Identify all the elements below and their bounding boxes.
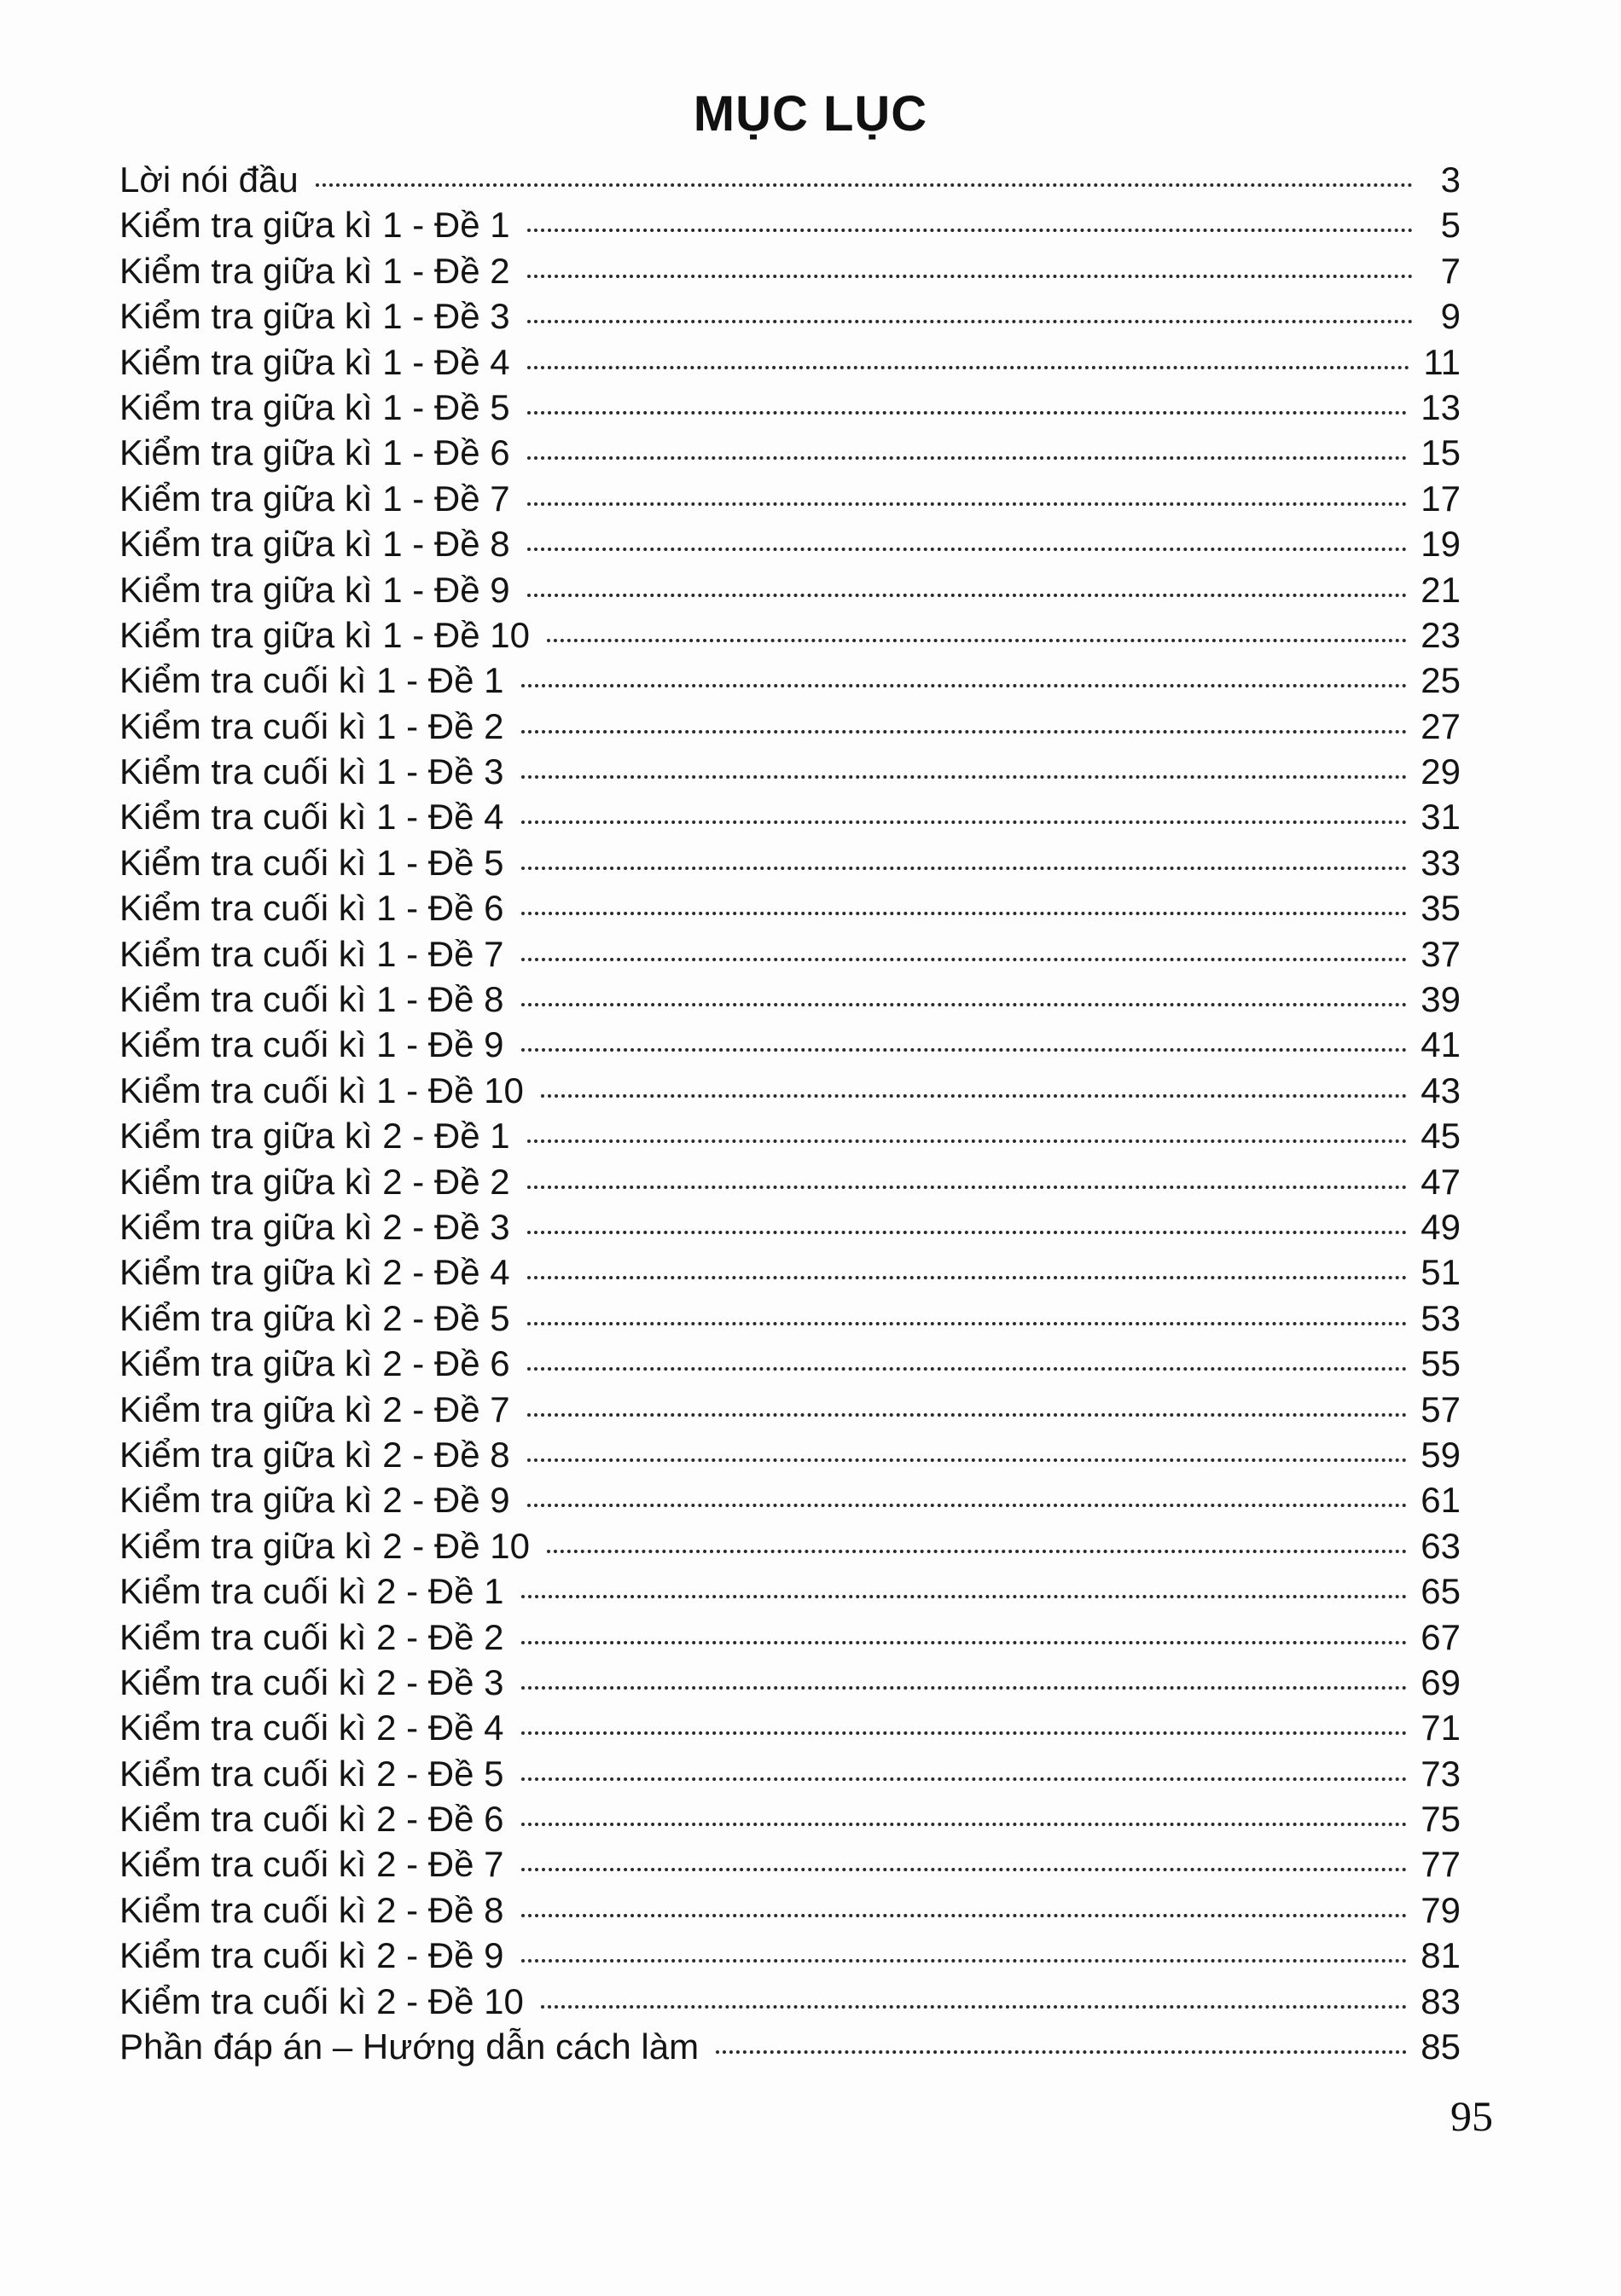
toc-entry-page: 71: [1421, 1708, 1461, 1748]
dot-leader: [521, 1641, 1408, 1644]
dot-leader: [527, 229, 1413, 232]
toc-entry-page: 45: [1421, 1116, 1461, 1157]
toc-entry: [119, 1979, 1461, 2024]
toc-entry: [119, 1796, 1461, 1841]
dot-leader: [521, 730, 1408, 733]
toc-entry-label: Kiểm tra giữa kì 2 - Đề 4: [119, 1252, 510, 1293]
toc-entry-page: 25: [1421, 660, 1461, 701]
dot-leader: [716, 2050, 1407, 2054]
page-number: 95: [1450, 2092, 1493, 2140]
toc-entry-label: Kiểm tra cuối kì 2 - Đề 2: [119, 1616, 504, 1657]
dot-leader: [527, 366, 1410, 369]
toc-entry: [119, 1933, 1461, 1978]
toc-entry: [119, 612, 1461, 658]
toc-entry: [119, 1477, 1461, 1522]
toc-entry: [119, 248, 1461, 293]
toc-entry: [119, 1751, 1461, 1796]
toc-entry-label: Kiểm tra cuối kì 2 - Đề 9: [119, 1935, 504, 1976]
toc-entry-label: Kiểm tra giữa kì 1 - Đề 8: [119, 524, 510, 565]
toc-entry-label: Kiểm tra giữa kì 1 - Đề 9: [119, 569, 510, 610]
toc-entry: [119, 1159, 1461, 1204]
toc-entry-page: 33: [1421, 842, 1461, 883]
toc-entry-page: 37: [1421, 933, 1461, 974]
toc-entry: [119, 794, 1461, 839]
toc-entry-label: Phần đáp án – Hướng dẫn cách làm: [119, 2026, 700, 2067]
toc-entry-page: 3: [1440, 159, 1461, 200]
dot-leader: [521, 1914, 1408, 1917]
toc-entry-page: 63: [1421, 1525, 1461, 1566]
toc-entry-label: Kiểm tra cuối kì 2 - Đề 10: [119, 1980, 524, 2021]
toc-entry-label: Kiểm tra cuối kì 1 - Đề 9: [119, 1024, 504, 1065]
toc-entry-page: 35: [1421, 888, 1461, 929]
toc-entry-label: Kiểm tra cuối kì 1 - Đề 5: [119, 842, 504, 883]
toc-entry: [119, 1705, 1461, 1750]
toc-entry-page: 67: [1421, 1616, 1461, 1657]
toc-entry-page: 23: [1421, 614, 1461, 655]
toc-entry-page: 11: [1423, 341, 1461, 382]
toc-entry-label: Kiểm tra cuối kì 2 - Đề 5: [119, 1753, 504, 1794]
dot-leader: [527, 548, 1408, 551]
toc-entry: [119, 1022, 1461, 1067]
toc-entry-label: Kiểm tra giữa kì 2 - Đề 1: [119, 1116, 510, 1157]
toc-entry-page: 61: [1421, 1480, 1461, 1521]
dot-leader: [527, 275, 1413, 278]
dot-leader: [527, 1413, 1408, 1417]
toc-entry-page: 41: [1421, 1024, 1461, 1065]
toc-entry-page: 65: [1421, 1571, 1461, 1612]
toc-entry-page: 9: [1440, 296, 1461, 337]
toc-entry-label: Kiểm tra giữa kì 2 - Đề 9: [119, 1480, 510, 1521]
dot-leader: [521, 1959, 1408, 1963]
toc-entry-label: Kiểm tra giữa kì 1 - Đề 3: [119, 296, 510, 337]
dot-leader: [527, 411, 1408, 415]
toc-entry-label: Kiểm tra cuối kì 1 - Đề 6: [119, 888, 504, 929]
toc-entry-page: 31: [1421, 797, 1461, 838]
toc-entry-page: 19: [1421, 524, 1461, 565]
dot-leader: [547, 1550, 1407, 1553]
toc-entry-label: Kiểm tra cuối kì 1 - Đề 1: [119, 660, 504, 701]
dot-leader: [527, 1458, 1408, 1462]
dot-leader: [521, 958, 1408, 961]
dot-leader: [541, 1094, 1407, 1098]
dot-leader: [527, 1231, 1408, 1234]
toc-entry-label: Kiểm tra giữa kì 1 - Đề 1: [119, 205, 510, 246]
toc-entry-label: Kiểm tra cuối kì 1 - Đề 2: [119, 705, 504, 746]
toc-entry-label: Kiểm tra cuối kì 1 - Đề 4: [119, 797, 504, 838]
toc-entry: [119, 1113, 1461, 1158]
toc-entry-page: 21: [1421, 569, 1461, 610]
toc-entry: [119, 202, 1461, 247]
toc-entry-page: 69: [1421, 1661, 1461, 1702]
toc-entry: [119, 1387, 1461, 1432]
toc-entry-page: 15: [1421, 432, 1461, 473]
toc-entry-label: Kiểm tra cuối kì 2 - Đề 8: [119, 1889, 504, 1930]
toc-entry-label: Lời nói đầu: [119, 159, 299, 200]
toc-entry-page: 29: [1421, 751, 1461, 792]
toc-entry-page: 17: [1421, 478, 1461, 519]
toc-entry-label: Kiểm tra cuối kì 1 - Đề 8: [119, 979, 504, 1020]
dot-leader: [521, 1868, 1408, 1871]
dot-leader: [521, 1686, 1408, 1690]
dot-leader: [527, 594, 1408, 597]
toc-entry: [119, 339, 1461, 385]
toc-entry-page: 39: [1421, 979, 1461, 1020]
toc-entry-page: 81: [1421, 1935, 1461, 1976]
dot-leader: [521, 775, 1408, 779]
toc-entry-page: 79: [1421, 1889, 1461, 1930]
toc-entry-page: 57: [1421, 1389, 1461, 1429]
dot-leader: [527, 1504, 1408, 1507]
toc-entry-page: 49: [1421, 1206, 1461, 1247]
toc-entry-label: Kiểm tra cuối kì 2 - Đề 3: [119, 1661, 504, 1702]
dot-leader: [527, 1322, 1408, 1325]
dot-leader: [521, 1595, 1408, 1598]
toc-entry: [119, 1568, 1461, 1614]
toc-entry: [119, 521, 1461, 566]
dot-leader: [521, 684, 1408, 687]
table-of-contents: [119, 157, 1461, 2069]
toc-entry: [119, 1249, 1461, 1295]
dot-leader: [527, 502, 1408, 506]
toc-entry: [119, 1204, 1461, 1249]
toc-entry-label: Kiểm tra giữa kì 2 - Đề 7: [119, 1389, 510, 1429]
toc-entry-label: Kiểm tra giữa kì 1 - Đề 2: [119, 250, 510, 291]
toc-entry: [119, 704, 1461, 749]
toc-entry-label: Kiểm tra giữa kì 1 - Đề 5: [119, 386, 510, 427]
dot-leader: [527, 1276, 1408, 1279]
toc-entry-label: Kiểm tra cuối kì 2 - Đề 1: [119, 1571, 504, 1612]
toc-entry-page: 27: [1421, 705, 1461, 746]
dot-leader: [541, 2005, 1407, 2009]
toc-entry-label: Kiểm tra cuối kì 1 - Đề 10: [119, 1070, 524, 1110]
toc-entry-label: Kiểm tra giữa kì 1 - Đề 10: [119, 614, 530, 655]
toc-entry-page: 13: [1421, 386, 1461, 427]
toc-entry-label: Kiểm tra giữa kì 2 - Đề 6: [119, 1343, 510, 1384]
dot-leader: [527, 320, 1413, 323]
dot-leader: [527, 456, 1408, 460]
dot-leader: [521, 1777, 1408, 1781]
toc-entry: [119, 658, 1461, 703]
dot-leader: [547, 639, 1407, 642]
toc-entry-label: Kiểm tra giữa kì 2 - Đề 5: [119, 1297, 510, 1338]
toc-entry-page: 55: [1421, 1343, 1461, 1384]
toc-entry: [119, 1615, 1461, 1660]
toc-entry: [119, 1841, 1461, 1887]
toc-entry: [119, 931, 1461, 977]
toc-entry-page: 59: [1421, 1434, 1461, 1475]
toc-entry: [119, 885, 1461, 931]
toc-entry-label: Kiểm tra giữa kì 2 - Đề 2: [119, 1161, 510, 1202]
toc-entry-page: 83: [1421, 1980, 1461, 2021]
toc-entry: [119, 1432, 1461, 1477]
toc-entry: [119, 840, 1461, 885]
dot-leader: [521, 1823, 1408, 1826]
toc-entry-page: 53: [1421, 1297, 1461, 1338]
toc-entry-label: Kiểm tra cuối kì 2 - Đề 4: [119, 1708, 504, 1748]
dot-leader: [527, 1186, 1408, 1189]
toc-entry-label: Kiểm tra giữa kì 2 - Đề 8: [119, 1434, 510, 1475]
toc-entry: [119, 385, 1461, 430]
toc-entry: [119, 1660, 1461, 1705]
toc-entry: [119, 567, 1461, 612]
dot-leader: [527, 1139, 1408, 1143]
toc-entry: [119, 430, 1461, 475]
toc-entry: [119, 1068, 1461, 1113]
dot-leader: [521, 912, 1408, 915]
toc-entry: [119, 1523, 1461, 1568]
toc-entry-page: 85: [1421, 2026, 1461, 2067]
toc-entry-page: 43: [1421, 1070, 1461, 1110]
toc-entry-page: 5: [1440, 205, 1461, 246]
dot-leader: [527, 1367, 1408, 1371]
dot-leader: [521, 1731, 1408, 1735]
dot-leader: [521, 1048, 1408, 1052]
toc-entry-label: Kiểm tra giữa kì 1 - Đề 6: [119, 432, 510, 473]
toc-entry: [119, 293, 1461, 339]
toc-entry-page: 51: [1421, 1252, 1461, 1293]
toc-entry: [119, 977, 1461, 1022]
dot-leader: [521, 1003, 1408, 1006]
toc-entry-label: Kiểm tra cuối kì 1 - Đề 7: [119, 933, 504, 974]
toc-entry-page: 73: [1421, 1753, 1461, 1794]
toc-entry-label: Kiểm tra cuối kì 2 - Đề 6: [119, 1799, 504, 1840]
toc-entry-label: Kiểm tra giữa kì 2 - Đề 3: [119, 1206, 510, 1247]
toc-entry-page: 77: [1421, 1844, 1461, 1885]
toc-entry-label: Kiểm tra cuối kì 1 - Đề 3: [119, 751, 504, 792]
toc-entry: [119, 749, 1461, 794]
toc-entry-label: Kiểm tra giữa kì 2 - Đề 10: [119, 1525, 530, 1566]
toc-entry-page: 75: [1421, 1799, 1461, 1840]
page-title: MỤC LỤC: [693, 86, 928, 142]
toc-entry-label: Kiểm tra cuối kì 2 - Đề 7: [119, 1844, 504, 1885]
toc-entry-page: 7: [1440, 250, 1461, 291]
toc-entry-page: 47: [1421, 1161, 1461, 1202]
dot-leader: [521, 867, 1408, 870]
dot-leader: [521, 820, 1408, 824]
toc-entry: [119, 476, 1461, 521]
toc-entry: [119, 1887, 1461, 1933]
toc-entry-label: Kiểm tra giữa kì 1 - Đề 7: [119, 478, 510, 519]
dot-leader: [316, 183, 1413, 187]
toc-entry-label: Kiểm tra giữa kì 1 - Đề 4: [119, 341, 510, 382]
toc-entry: [119, 1296, 1461, 1341]
toc-entry: [119, 157, 1461, 202]
toc-entry: [119, 2024, 1461, 2069]
toc-entry: [119, 1341, 1461, 1386]
